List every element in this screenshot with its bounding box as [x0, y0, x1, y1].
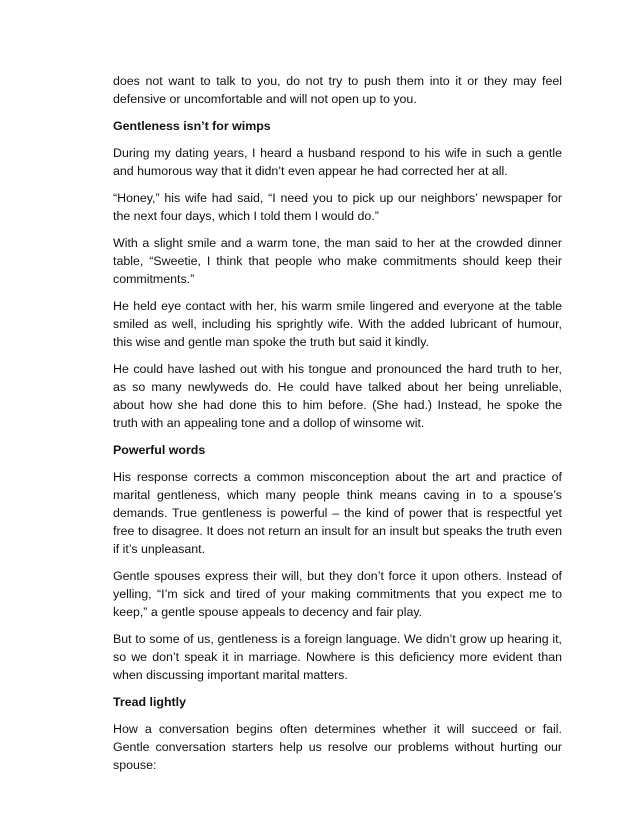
paragraph: “Honey,” his wife had said, “I need you to pick up our neighbors’ newspaper for the next four days, which I told them I would do.” [113, 191, 562, 223]
heading-gentleness: Gentleness isn’t for wimps [113, 119, 271, 133]
paragraph: How a conversation begins often determines whether it will succeed or fail. Gentle conversation starters help us resolve our problems without hurting our spouse: [113, 722, 562, 772]
paragraph-continuation: does not want to talk to you, do not try to push them into it or they may feel defensive or uncomfortable and will not open up to you. [113, 74, 562, 106]
heading-powerful-words: Powerful words [113, 443, 206, 457]
paragraph: He could have lashed out with his tongue and pronounced the hard truth to her, as so many newlyweds do. He could have talked about her being unreliable, about how she had done this to him before. (She had.) Instead, he spoke the truth with an appealing tone and a dollop of winsome wit. [113, 362, 562, 430]
paragraph: During my dating years, I heard a husband respond to his wife in such a gentle and humorous way that it didn’t even appear he had corrected her at all. [113, 146, 562, 178]
paragraph: He held eye contact with her, his warm smile lingered and everyone at the table smiled as well, including his sprightly wife. With the added lubricant of humour, this wise and gentle man spoke the truth but said it kindly. [113, 299, 562, 349]
paragraph: With a slight smile and a warm tone, the man said to her at the crowded dinner table, “Sweetie, I think that people who make commitments should keep their commitments.” [113, 236, 562, 286]
paragraph: But to some of us, gentleness is a foreign language. We didn’t grow up hearing it, so we don’t speak it in marriage. Nowhere is this deficiency more evident than when discussing important marital matters. [113, 632, 562, 682]
heading-tread-lightly: Tread lightly [113, 695, 186, 709]
paragraph: Gentle spouses express their will, but they don’t force it upon others. Instead of yelling, “I’m sick and tired of your making commitments that you expect me to keep,” a gentle spouse appeals to decency and fair play. [113, 569, 562, 619]
document-page [113, 72, 562, 783]
paragraph: His response corrects a common misconception about the art and practice of marital gentleness, which many people think means caving in to a spouse’s demands. True gentleness is powerful – the kind of power that is respectful yet free to disagree. It does not return an insult for an insult but speaks the truth even if it’s unpleasant. [113, 470, 562, 556]
